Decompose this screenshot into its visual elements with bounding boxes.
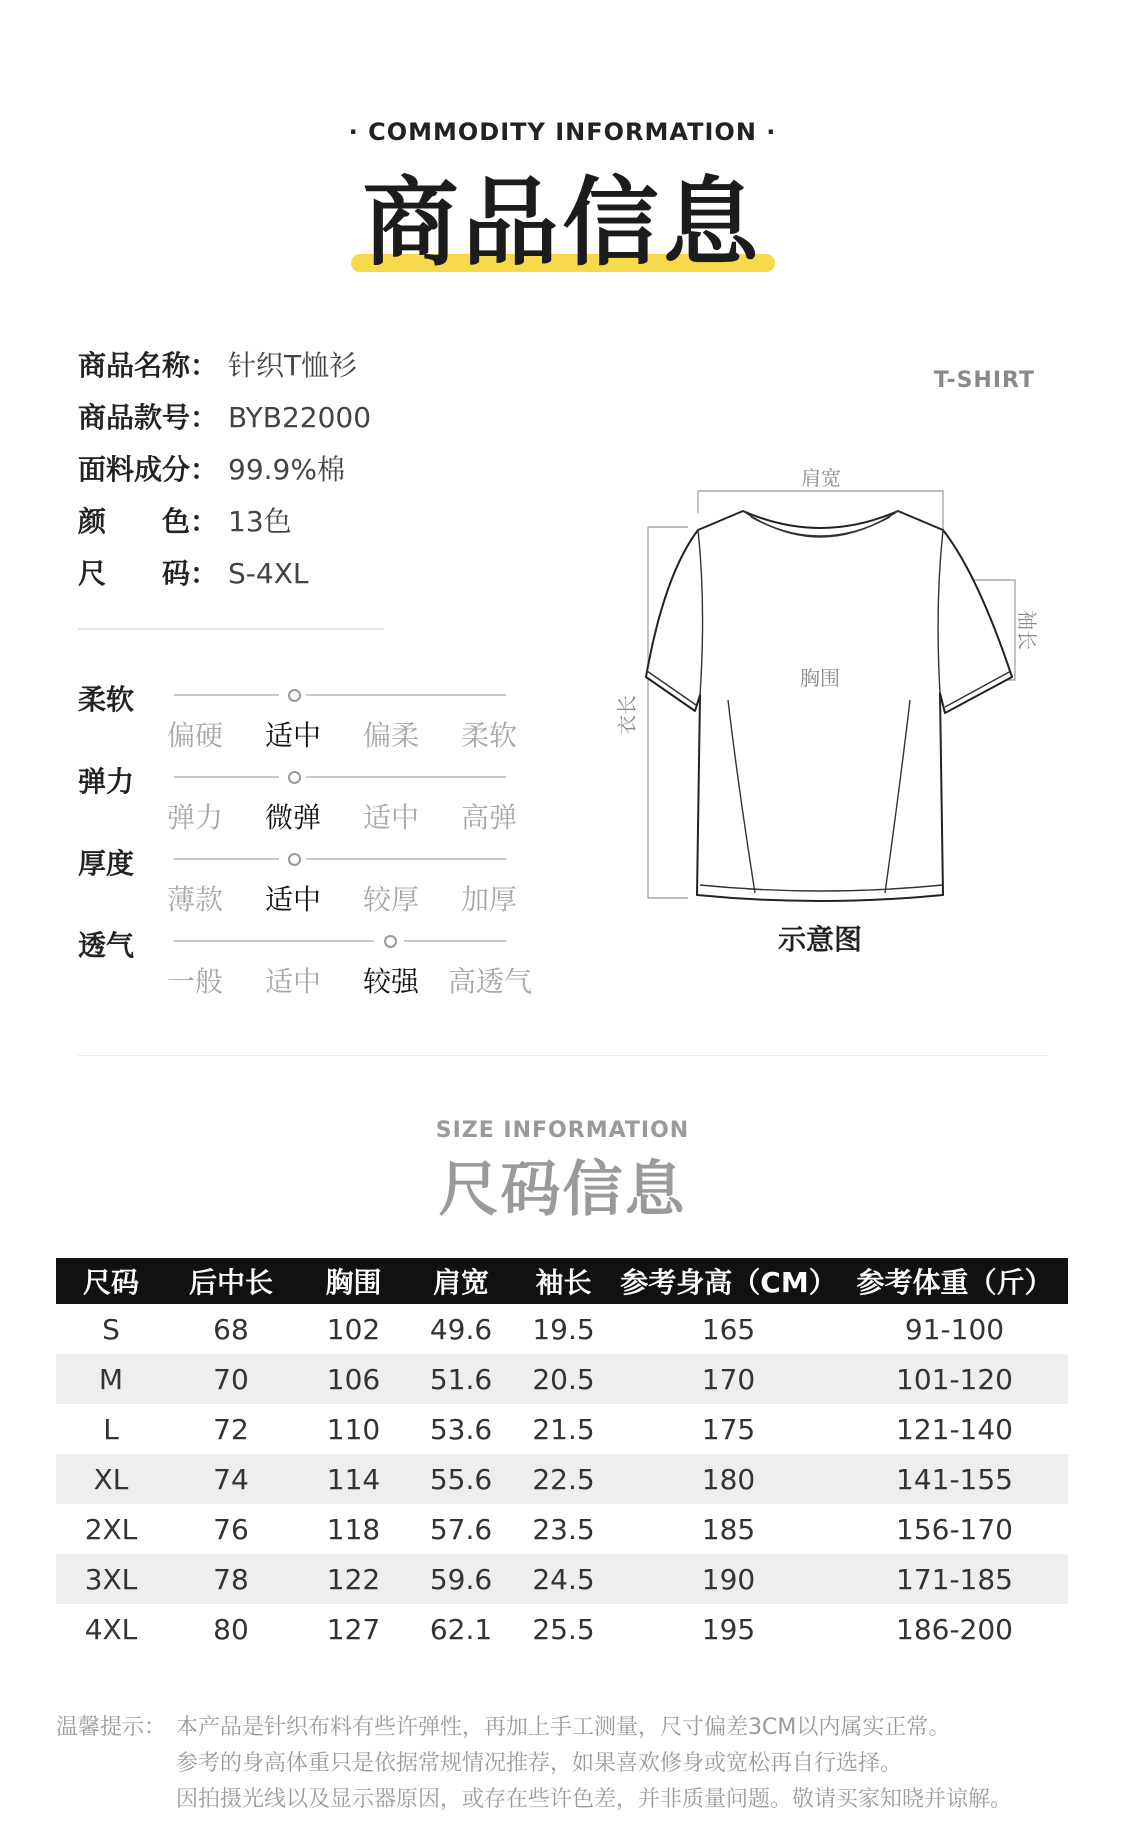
tip-label: 温馨提示： [56,1715,167,1740]
tshirt-label: T-SHIRT [933,368,1035,393]
cell: 121-140 [896,1412,1013,1446]
table-row [56,1604,1068,1654]
size-title: 尺码信息 [438,1155,687,1225]
info-row-fabric [78,450,345,490]
cell: L [103,1412,119,1446]
section-subtitle-en: · COMMODITY INFORMATION · [348,118,777,146]
cell: 106 [296,1354,411,1404]
cell: 190 [616,1554,841,1604]
cell: 2XL [84,1512,138,1546]
cell: 3XL [56,1554,166,1604]
tip-line-1 [56,1710,950,1746]
option-breathability-3: 较强 [362,965,419,998]
tip-line-2: 参考的身高体重只是依据常规情况推荐，如果喜欢修身或宽松再自行选择。 [176,1751,903,1776]
cell: 118 [326,1512,381,1546]
option-breathability-4: 高透气 [447,965,532,998]
cell: 49.6 [429,1312,493,1346]
size-subtitle-en: SIZE INFORMATION [435,1118,690,1143]
table-row [56,1354,1068,1404]
table-header-row [56,1258,1068,1304]
sleeve-label: 袖长 [1015,610,1039,650]
info-row-size [78,554,308,594]
table-row [56,1404,1068,1454]
option-breathability-2: 适中 [264,965,321,998]
option-softness-3: 偏柔 [362,719,419,752]
table-row [56,1454,1068,1504]
header-height: 参考身高（CM） [616,1258,841,1304]
cell: 59.6 [411,1554,511,1604]
cell: 185 [701,1512,756,1546]
option-softness-4: 柔软 [460,719,517,752]
cell: 25.5 [532,1612,595,1646]
cell: 53.6 [429,1412,493,1446]
cell: 57.6 [429,1512,493,1546]
cell: 110 [326,1412,381,1446]
chest-label: 胸围 [800,666,840,690]
option-softness-1: 偏硬 [166,719,223,752]
scale-line [174,694,279,696]
option-thickness-3: 较厚 [362,883,419,916]
option-softness-2: 适中 [264,719,321,752]
info-value: 针织T恤衫 [228,349,358,382]
info-row-color [78,502,292,542]
section-divider [78,1055,1047,1056]
scale-line [174,776,279,778]
cell: 114 [296,1454,411,1504]
info-value: BYB22000 [228,401,372,434]
cell: 102 [326,1312,381,1346]
page-title [363,168,763,278]
cell: 186-200 [896,1612,1013,1646]
option-thickness-2: 适中 [264,883,321,916]
diagram-caption: 示意图 [777,923,862,956]
info-value: 99.9%棉 [228,453,345,486]
cell: 127 [326,1612,381,1646]
table-row [56,1554,1068,1604]
scale-marker [288,853,301,866]
table-row [56,1504,1068,1554]
page-title-text: 商品信息 [362,167,763,279]
option-thickness-4: 加厚 [460,883,517,916]
option-breathability-1: 一般 [166,965,223,998]
size-table [56,1258,1068,1654]
cell: 55.6 [411,1454,511,1504]
cell: 19.5 [532,1312,595,1346]
option-elasticity-3: 适中 [362,801,419,834]
cell: 76 [213,1512,249,1546]
cell: 4XL [84,1612,138,1646]
scale-line [174,858,279,860]
cell: XL [56,1454,166,1504]
attr-label-softness: 柔软 [78,683,135,716]
header-chest: 胸围 [296,1258,411,1304]
cell: 21.5 [532,1412,595,1446]
cell: 78 [166,1554,296,1604]
header-sleeve: 袖长 [511,1258,616,1304]
page-title-wrap [0,168,1125,278]
attr-label-thickness: 厚度 [78,847,135,880]
option-elasticity-1: 弹力 [166,801,223,834]
cell: 72 [213,1412,249,1446]
scale-line [306,776,506,778]
header-length: 后中长 [166,1258,296,1304]
cell: 101-120 [841,1354,1068,1404]
cell: 23.5 [532,1512,595,1546]
header-size: 尺码 [56,1258,166,1304]
option-elasticity-2: 微弹 [264,801,321,834]
cell: 141-155 [841,1454,1068,1504]
shoulder-label: 肩宽 [801,466,841,490]
scale-line [306,858,506,860]
cell: 20.5 [511,1354,616,1404]
cell: 24.5 [511,1554,616,1604]
cell: 171-185 [841,1554,1068,1604]
info-key: 面料成分： [78,453,219,486]
cell: M [56,1354,166,1404]
info-key: 商品名称： [78,349,219,382]
attr-label-elasticity: 弹力 [78,765,135,798]
info-key: 颜 色： [78,505,219,538]
tip-line-3: 因拍摄光线以及显示器原因，或存在些许色差，并非质量问题。敬请买家知晓并谅解。 [176,1787,1013,1812]
cell: 170 [616,1354,841,1404]
tip-text: 本产品是针织布料有些许弹性，再加上手工测量，尺寸偏差3CM以内属实正常。 [176,1715,951,1740]
table-row [56,1304,1068,1354]
scale-marker [288,689,301,702]
header-weight: 参考体重（斤） [841,1258,1068,1304]
cell: 74 [166,1454,296,1504]
cell: 51.6 [411,1354,511,1404]
attr-label-breathability: 透气 [78,929,135,962]
info-row-model [78,398,371,438]
cell: 80 [213,1612,249,1646]
header-shoulder: 肩宽 [411,1258,511,1304]
info-row-name [78,346,357,386]
cell: 175 [701,1412,756,1446]
scale-line [174,940,374,942]
info-key: 商品款号： [78,401,219,434]
info-value: S-4XL [228,557,309,590]
scale-line [404,940,506,942]
cell: 165 [701,1312,756,1346]
cell: 195 [701,1612,756,1646]
cell: 180 [616,1454,841,1504]
scale-marker [384,935,397,948]
cell: 22.5 [511,1454,616,1504]
cell: 91-100 [904,1312,1005,1346]
info-key: 尺 码： [78,557,219,590]
option-elasticity-4: 高弹 [460,801,517,834]
cell: 122 [296,1554,411,1604]
option-thickness-1: 薄款 [166,883,223,916]
length-label: 衣长 [615,695,639,735]
cell: 62.1 [429,1612,493,1646]
info-divider [78,628,384,630]
scale-marker [288,771,301,784]
scale-line [306,694,506,696]
cell: S [102,1312,120,1346]
cell: 156-170 [896,1512,1013,1546]
info-value: 13色 [228,505,292,538]
tshirt-diagram [610,455,1040,915]
cell: 70 [166,1354,296,1404]
cell: 68 [213,1312,249,1346]
